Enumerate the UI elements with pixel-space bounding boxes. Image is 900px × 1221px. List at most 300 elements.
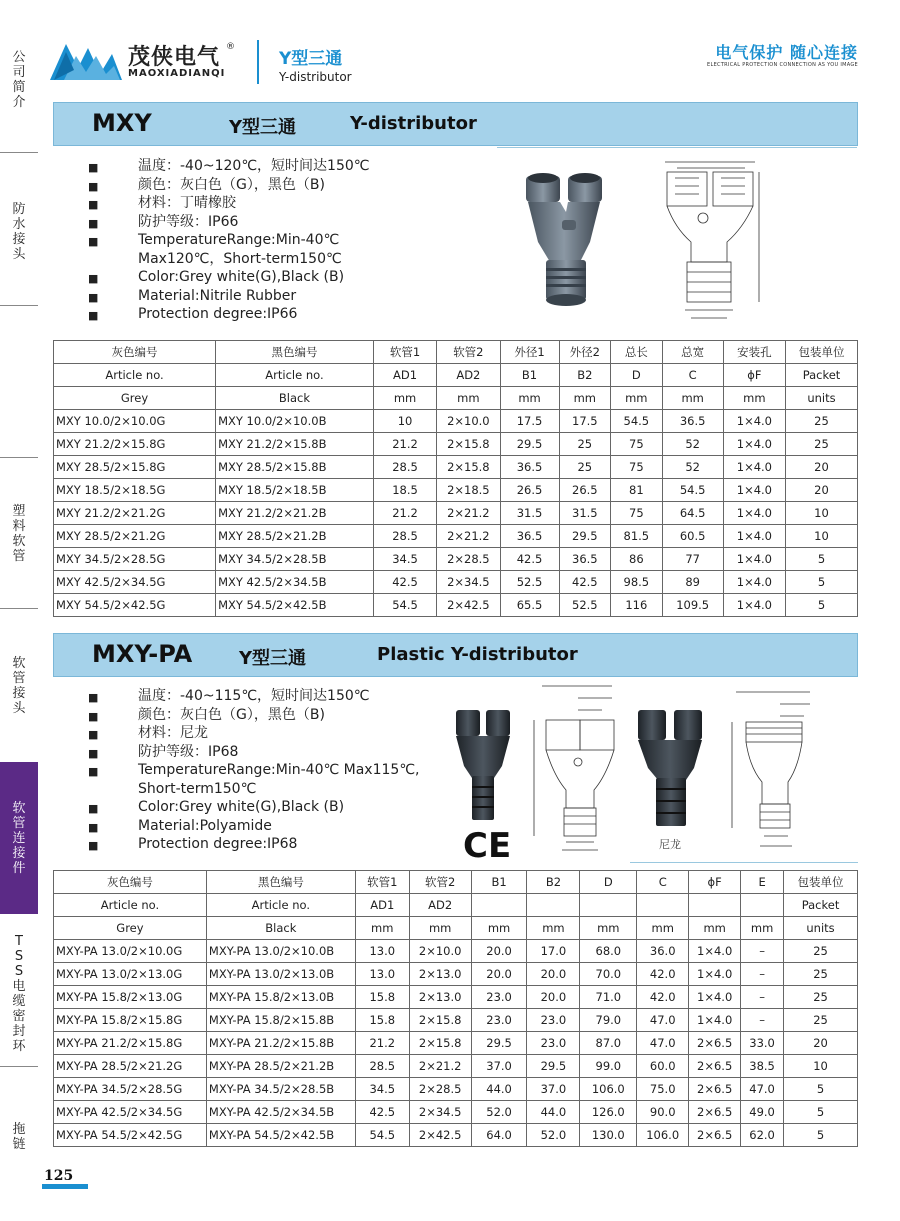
feature-text: Material:Polyamide bbox=[138, 817, 272, 834]
table-cell: 2×42.5 bbox=[437, 594, 500, 617]
table-cell: 2×13.0 bbox=[409, 963, 471, 986]
table-cell: 2×6.5 bbox=[689, 1055, 741, 1078]
table-cell: 25 bbox=[784, 1009, 858, 1032]
table-cell: MXY-PA 34.5/2×28.5G bbox=[54, 1078, 207, 1101]
table-cell: AD2 bbox=[437, 364, 500, 387]
table-cell: Article no. bbox=[54, 894, 207, 917]
table-cell: 25 bbox=[784, 940, 858, 963]
table-row bbox=[54, 433, 858, 456]
table-cell: 64.0 bbox=[471, 1124, 527, 1147]
feature-item bbox=[88, 817, 420, 836]
table-cell: MXY-PA 15.8/2×13.0G bbox=[54, 986, 207, 1009]
table-cell: 2×21.2 bbox=[437, 502, 500, 525]
table-cell: MXY-PA 54.5/2×42.5B bbox=[206, 1124, 355, 1147]
feature-item bbox=[88, 761, 420, 798]
feature-item bbox=[88, 268, 370, 287]
sidebar-item-hose-connector[interactable] bbox=[0, 762, 38, 914]
sidebar-divider bbox=[0, 608, 38, 609]
table-cell: MXY 28.5/2×21.2B bbox=[216, 525, 374, 548]
table-cell: 54.5 bbox=[355, 1124, 409, 1147]
table-cell: MXY 42.5/2×34.5B bbox=[216, 571, 374, 594]
section-title-cn: Y型三通 bbox=[229, 117, 297, 138]
feature-text: 温度：-40~120℃，短时间达150℃ bbox=[138, 158, 370, 174]
table-cell: MXY 28.5/2×15.8G bbox=[54, 456, 216, 479]
table-cell: 116 bbox=[611, 594, 663, 617]
feature-text: Color:Grey white(G),Black (B) bbox=[138, 799, 345, 815]
mxy-technical-drawing bbox=[655, 158, 765, 328]
table-cell: 71.0 bbox=[580, 986, 637, 1009]
mxy-product-photo bbox=[520, 172, 612, 310]
table-cell: 2×15.8 bbox=[437, 456, 500, 479]
bullet: ■ bbox=[88, 309, 99, 322]
table-cell: MXY 10.0/2×10.0B bbox=[216, 410, 374, 433]
table-row bbox=[54, 1032, 858, 1055]
table-row bbox=[54, 525, 858, 548]
sidebar-item-drag-chain[interactable] bbox=[0, 1112, 38, 1162]
table-cell: MXY-PA 13.0/2×10.0G bbox=[54, 940, 207, 963]
sidebar-item-label: 软管连接件 bbox=[12, 800, 26, 876]
table-cell: MXY 34.5/2×28.5G bbox=[54, 548, 216, 571]
table-cell: 52.0 bbox=[471, 1101, 527, 1124]
brand-logo-icon bbox=[50, 38, 122, 80]
table-cell: 37.0 bbox=[527, 1078, 580, 1101]
section-title-en: Y-distributor bbox=[350, 113, 477, 134]
table-cell: 25 bbox=[784, 986, 858, 1009]
table-cell: 5 bbox=[786, 571, 858, 594]
sidebar bbox=[0, 0, 38, 1221]
table-cell: 20.0 bbox=[471, 963, 527, 986]
table-cell: 软管1 bbox=[373, 341, 436, 364]
bullet: ■ bbox=[88, 179, 99, 193]
feature-list-mxy bbox=[88, 157, 370, 324]
table-cell: 外径1 bbox=[500, 341, 559, 364]
feature-item bbox=[88, 305, 370, 324]
table-cell: 13.0 bbox=[355, 963, 409, 986]
sidebar-item-label: 公司简介 bbox=[12, 50, 26, 110]
table-cell: 54.5 bbox=[662, 479, 723, 502]
table-cell: 65.5 bbox=[500, 594, 559, 617]
table-cell: MXY 28.5/2×21.2G bbox=[54, 525, 216, 548]
table-cell: 2×15.8 bbox=[437, 433, 500, 456]
bullet: ■ bbox=[88, 216, 99, 230]
feature-item bbox=[88, 687, 420, 706]
section-title-en: Plastic Y-distributor bbox=[377, 644, 578, 665]
table-cell: E bbox=[741, 871, 784, 894]
table-cell: 23.0 bbox=[527, 1032, 580, 1055]
table-row bbox=[54, 479, 858, 502]
table-cell: 29.5 bbox=[559, 525, 611, 548]
table-cell: Article no. bbox=[54, 364, 216, 387]
table-cell: 34.5 bbox=[373, 548, 436, 571]
feature-text: 温度：-40~115℃，短时间达150℃ bbox=[138, 688, 370, 704]
table-cell: units bbox=[786, 387, 858, 410]
table-cell: mm bbox=[637, 917, 689, 940]
bullet: ■ bbox=[88, 691, 99, 704]
table-cell: Grey bbox=[54, 917, 207, 940]
table-cell: 36.0 bbox=[637, 940, 689, 963]
table-cell: 21.2 bbox=[373, 502, 436, 525]
table-cell: MXY-PA 34.5/2×28.5B bbox=[206, 1078, 355, 1101]
table-cell: 25 bbox=[559, 433, 611, 456]
table-cell: 软管2 bbox=[409, 871, 471, 894]
table-cell: MXY-PA 15.8/2×15.8B bbox=[206, 1009, 355, 1032]
table-cell: MXY 21.2/2×21.2B bbox=[216, 502, 374, 525]
feature-text: 防护等级：IP68 bbox=[138, 743, 239, 760]
feature-item bbox=[88, 231, 370, 268]
table-cell: 87.0 bbox=[580, 1032, 637, 1055]
table-cell: 52 bbox=[662, 433, 723, 456]
table-cell: 37.0 bbox=[471, 1055, 527, 1078]
table-cell: 23.0 bbox=[527, 1009, 580, 1032]
sidebar-item-label: 软管接头 bbox=[12, 656, 26, 716]
table-cell: 软管1 bbox=[355, 871, 409, 894]
sidebar-item-label: 防水接头 bbox=[12, 202, 26, 262]
table-cell: MXY-PA 42.5/2×34.5B bbox=[206, 1101, 355, 1124]
table-cell: MXY-PA 21.2/2×15.8G bbox=[54, 1032, 207, 1055]
table-cell: Article no. bbox=[206, 894, 355, 917]
sidebar-item-hose-fitting[interactable] bbox=[0, 646, 38, 726]
table-cell: 25 bbox=[559, 456, 611, 479]
table-cell: 47.0 bbox=[637, 1009, 689, 1032]
table-cell: 90.0 bbox=[637, 1101, 689, 1124]
table-cell: MXY-PA 28.5/2×21.2G bbox=[54, 1055, 207, 1078]
table-cell: 2×13.0 bbox=[409, 986, 471, 1009]
sidebar-item-label: 拖链 bbox=[12, 1122, 26, 1152]
table-header-row bbox=[54, 341, 858, 364]
table-row bbox=[54, 456, 858, 479]
table-cell: mm bbox=[580, 917, 637, 940]
sidebar-item-company[interactable] bbox=[0, 40, 38, 120]
table-cell: C bbox=[637, 871, 689, 894]
table-cell: 5 bbox=[786, 594, 858, 617]
section-title-cn: Y型三通 bbox=[239, 648, 307, 669]
table-cell: 灰色编号 bbox=[54, 871, 207, 894]
table-row bbox=[54, 1078, 858, 1101]
table-cell: 25 bbox=[786, 433, 858, 456]
table-cell: AD1 bbox=[355, 894, 409, 917]
table-cell: 42.0 bbox=[637, 963, 689, 986]
table-cell: MXY-PA 21.2/2×15.8B bbox=[206, 1032, 355, 1055]
table-cell: 52 bbox=[662, 456, 723, 479]
table-cell: MXY-PA 42.5/2×34.5G bbox=[54, 1101, 207, 1124]
feature-list-mxypa bbox=[88, 687, 420, 854]
bullet: ■ bbox=[88, 802, 99, 815]
table-cell: 44.0 bbox=[527, 1101, 580, 1124]
table-cell: 34.5 bbox=[355, 1078, 409, 1101]
table-cell: Article no. bbox=[216, 364, 374, 387]
sidebar-item-plastic-hose[interactable] bbox=[0, 494, 38, 574]
table-cell: 1×4.0 bbox=[723, 502, 785, 525]
table-cell: 20.0 bbox=[527, 963, 580, 986]
table-cell: 1×4.0 bbox=[723, 456, 785, 479]
feature-text: Material:Nitrile Rubber bbox=[138, 287, 297, 304]
table-cell: 70.0 bbox=[580, 963, 637, 986]
table-cell: 64.5 bbox=[662, 502, 723, 525]
table-cell: mm bbox=[437, 387, 500, 410]
feature-item bbox=[88, 213, 370, 232]
table-row bbox=[54, 1055, 858, 1078]
page-header bbox=[50, 30, 870, 90]
table-cell: 38.5 bbox=[741, 1055, 784, 1078]
table-cell: 126.0 bbox=[580, 1101, 637, 1124]
bullet: ■ bbox=[88, 198, 99, 211]
table-cell: MXY 28.5/2×15.8B bbox=[216, 456, 374, 479]
bullet: ■ bbox=[88, 235, 99, 248]
table-cell: MXY 54.5/2×42.5G bbox=[54, 594, 216, 617]
table-cell: 1×4.0 bbox=[689, 986, 741, 1009]
table-cell: 1×4.0 bbox=[689, 940, 741, 963]
table-cell: 106.0 bbox=[637, 1124, 689, 1147]
table-cell: 106.0 bbox=[580, 1078, 637, 1101]
feature-text: 防护等级：IP66 bbox=[138, 213, 239, 230]
feature-item bbox=[88, 835, 420, 854]
table-cell: 47.0 bbox=[741, 1078, 784, 1101]
table-cell: – bbox=[741, 986, 784, 1009]
table-header-row bbox=[54, 894, 858, 917]
table-cell: 25 bbox=[784, 963, 858, 986]
table-cell: mm bbox=[500, 387, 559, 410]
table-cell: 1×4.0 bbox=[723, 594, 785, 617]
table-cell: 1×4.0 bbox=[723, 548, 785, 571]
sidebar-item-tss-seal[interactable] bbox=[0, 928, 38, 1060]
table-cell: 79.0 bbox=[580, 1009, 637, 1032]
table-cell: D bbox=[580, 871, 637, 894]
table-cell: 2×28.5 bbox=[437, 548, 500, 571]
table-cell: mm bbox=[373, 387, 436, 410]
table-cell: 2×6.5 bbox=[689, 1124, 741, 1147]
table-cell: 17.0 bbox=[527, 940, 580, 963]
nylon-label: 尼龙 bbox=[659, 838, 681, 851]
table-cell: mm bbox=[611, 387, 663, 410]
table-cell: MXY 18.5/2×18.5B bbox=[216, 479, 374, 502]
table-cell: 包装单位 bbox=[784, 871, 858, 894]
table-header-row bbox=[54, 387, 858, 410]
table-cell: 42.5 bbox=[500, 548, 559, 571]
table-cell: 2×10.0 bbox=[409, 940, 471, 963]
table-cell: 20.0 bbox=[527, 986, 580, 1009]
table-cell: 5 bbox=[784, 1124, 858, 1147]
table-cell: 灰色编号 bbox=[54, 341, 216, 364]
table-cell: 15.8 bbox=[355, 986, 409, 1009]
table-cell: 18.5 bbox=[373, 479, 436, 502]
table-cell: 黑色编号 bbox=[206, 871, 355, 894]
feature-text-cont: Max120℃，Short-term150℃ bbox=[138, 250, 342, 267]
feature-text: TemperatureRange:Min-40℃ Max115℃, bbox=[138, 762, 420, 778]
table-cell: 1×4.0 bbox=[723, 433, 785, 456]
table-cell bbox=[689, 894, 741, 917]
sidebar-item-label: TSS电缆密封环 bbox=[12, 934, 26, 1054]
table-cell: 28.5 bbox=[355, 1055, 409, 1078]
spec-table-mxy bbox=[53, 340, 858, 617]
table-header-row bbox=[54, 364, 858, 387]
table-cell: 89 bbox=[662, 571, 723, 594]
table-header-row bbox=[54, 871, 858, 894]
table-cell: 31.5 bbox=[559, 502, 611, 525]
table-cell: 26.5 bbox=[559, 479, 611, 502]
table-cell: 5 bbox=[786, 548, 858, 571]
table-cell: 47.0 bbox=[637, 1032, 689, 1055]
feature-item bbox=[88, 798, 420, 817]
table-cell: 130.0 bbox=[580, 1124, 637, 1147]
table-cell: 17.5 bbox=[559, 410, 611, 433]
mxypa-technical-drawing-2 bbox=[726, 688, 826, 853]
table-cell: 36.5 bbox=[500, 456, 559, 479]
table-cell: B2 bbox=[527, 871, 580, 894]
table-cell: MXY-PA 13.0/2×10.0B bbox=[206, 940, 355, 963]
registered-mark: ® bbox=[226, 42, 235, 52]
table-cell: 42.5 bbox=[355, 1101, 409, 1124]
table-cell: 52.5 bbox=[559, 594, 611, 617]
table-cell: 42.0 bbox=[637, 986, 689, 1009]
table-cell: 2×18.5 bbox=[437, 479, 500, 502]
table-cell: 23.0 bbox=[471, 986, 527, 1009]
table-cell: 28.5 bbox=[373, 456, 436, 479]
table-row bbox=[54, 1124, 858, 1147]
table-cell: 2×6.5 bbox=[689, 1078, 741, 1101]
spec-table-mxypa bbox=[53, 870, 858, 1147]
table-cell: 21.2 bbox=[373, 433, 436, 456]
table-cell: 31.5 bbox=[500, 502, 559, 525]
table-cell: 2×15.8 bbox=[409, 1009, 471, 1032]
table-cell: 81.5 bbox=[611, 525, 663, 548]
table-cell: – bbox=[741, 963, 784, 986]
sidebar-item-label: 塑料软管 bbox=[12, 504, 26, 564]
table-cell: 10 bbox=[786, 502, 858, 525]
table-cell: AD2 bbox=[409, 894, 471, 917]
table-cell: 54.5 bbox=[611, 410, 663, 433]
table-cell: 17.5 bbox=[500, 410, 559, 433]
table-cell: MXY 21.2/2×15.8B bbox=[216, 433, 374, 456]
table-cell: 总宽 bbox=[662, 341, 723, 364]
table-cell: MXY-PA 13.0/2×13.0B bbox=[206, 963, 355, 986]
header-title-en: Y-distributor bbox=[279, 70, 352, 84]
table-cell: Packet bbox=[786, 364, 858, 387]
table-cell: 20 bbox=[786, 456, 858, 479]
feature-text-cont: Short-term150℃ bbox=[138, 780, 257, 797]
table-cell: 75 bbox=[611, 456, 663, 479]
table-cell: MXY 18.5/2×18.5G bbox=[54, 479, 216, 502]
table-cell: 75 bbox=[611, 502, 663, 525]
table-cell bbox=[471, 894, 527, 917]
bullet: ■ bbox=[88, 746, 99, 760]
table-cell: mm bbox=[689, 917, 741, 940]
table-cell: 软管2 bbox=[437, 341, 500, 364]
table-cell: ϕF bbox=[723, 364, 785, 387]
table-cell: 36.5 bbox=[662, 410, 723, 433]
table-header-row bbox=[54, 917, 858, 940]
table-cell: 外径2 bbox=[559, 341, 611, 364]
bullet: ■ bbox=[88, 728, 99, 741]
feature-item bbox=[88, 743, 420, 762]
header-divider bbox=[257, 40, 259, 84]
sidebar-item-waterproof[interactable] bbox=[0, 192, 38, 272]
table-cell: MXY-PA 28.5/2×21.2B bbox=[206, 1055, 355, 1078]
section-model: MXY bbox=[92, 109, 152, 137]
table-row bbox=[54, 1101, 858, 1124]
sidebar-divider bbox=[0, 305, 38, 306]
section-model: MXY-PA bbox=[92, 640, 193, 668]
table-cell: 36.5 bbox=[559, 548, 611, 571]
table-cell: 52.0 bbox=[527, 1124, 580, 1147]
table-cell: 75 bbox=[611, 433, 663, 456]
table-cell: B1 bbox=[471, 871, 527, 894]
table-cell bbox=[580, 894, 637, 917]
table-cell: 49.0 bbox=[741, 1101, 784, 1124]
sidebar-divider bbox=[0, 1066, 38, 1067]
table-row bbox=[54, 502, 858, 525]
page-number-bar bbox=[42, 1184, 88, 1189]
table-cell: 29.5 bbox=[500, 433, 559, 456]
table-cell: 2×21.2 bbox=[437, 525, 500, 548]
table-cell: 黑色编号 bbox=[216, 341, 374, 364]
table-cell: B1 bbox=[500, 364, 559, 387]
bullet: ■ bbox=[88, 765, 99, 778]
feature-item bbox=[88, 724, 420, 743]
table-cell: 2×15.8 bbox=[409, 1032, 471, 1055]
table-cell: 5 bbox=[784, 1101, 858, 1124]
table-cell: 54.5 bbox=[373, 594, 436, 617]
table-cell: 2×10.0 bbox=[437, 410, 500, 433]
feature-text: TemperatureRange:Min-40℃ bbox=[138, 232, 340, 248]
table-row bbox=[54, 594, 858, 617]
table-cell: 29.5 bbox=[471, 1032, 527, 1055]
table-row bbox=[54, 963, 858, 986]
table-cell: mm bbox=[723, 387, 785, 410]
table-cell: mm bbox=[741, 917, 784, 940]
feature-item bbox=[88, 194, 370, 213]
table-cell: D bbox=[611, 364, 663, 387]
table-cell: 20 bbox=[786, 479, 858, 502]
table-cell: mm bbox=[409, 917, 471, 940]
table-cell: 总长 bbox=[611, 341, 663, 364]
table-cell: Black bbox=[206, 917, 355, 940]
feature-text: Protection degree:IP66 bbox=[138, 306, 298, 322]
table-cell: 28.5 bbox=[373, 525, 436, 548]
slogan-en: ELECTRICAL PROTECTION CONNECTION AS YOU IMAGE bbox=[707, 62, 858, 68]
table-cell: MXY 54.5/2×42.5B bbox=[216, 594, 374, 617]
table-cell: – bbox=[741, 940, 784, 963]
table-cell: 42.5 bbox=[559, 571, 611, 594]
table-cell: 1×4.0 bbox=[689, 1009, 741, 1032]
decor-line bbox=[497, 147, 857, 148]
sidebar-divider bbox=[0, 152, 38, 153]
table-cell: Packet bbox=[784, 894, 858, 917]
table-cell: 33.0 bbox=[741, 1032, 784, 1055]
table-cell: MXY-PA 13.0/2×13.0G bbox=[54, 963, 207, 986]
brand-name-en: MAOXIADIANQI bbox=[128, 68, 226, 79]
header-title-cn: Y型三通 bbox=[279, 49, 343, 69]
table-cell: 包装单位 bbox=[786, 341, 858, 364]
table-cell: 1×4.0 bbox=[723, 479, 785, 502]
table-cell bbox=[527, 894, 580, 917]
table-row bbox=[54, 986, 858, 1009]
table-cell: MXY 34.5/2×28.5B bbox=[216, 548, 374, 571]
table-cell: 98.5 bbox=[611, 571, 663, 594]
table-cell: 2×21.2 bbox=[409, 1055, 471, 1078]
table-cell: mm bbox=[559, 387, 611, 410]
brand-name-cn: 茂侠电气 bbox=[128, 45, 221, 70]
feature-text: 材料：丁晴橡胶 bbox=[138, 195, 236, 211]
table-cell: 62.0 bbox=[741, 1124, 784, 1147]
mxypa-product-photo-2 bbox=[632, 706, 712, 830]
decor-line bbox=[630, 862, 858, 863]
section-bar-mxy bbox=[53, 102, 858, 146]
table-cell: MXY 21.2/2×21.2G bbox=[54, 502, 216, 525]
table-cell: MXY 10.0/2×10.0G bbox=[54, 410, 216, 433]
table-cell: Black bbox=[216, 387, 374, 410]
page-number: 125 bbox=[44, 1168, 74, 1184]
table-cell: 1×4.0 bbox=[723, 571, 785, 594]
